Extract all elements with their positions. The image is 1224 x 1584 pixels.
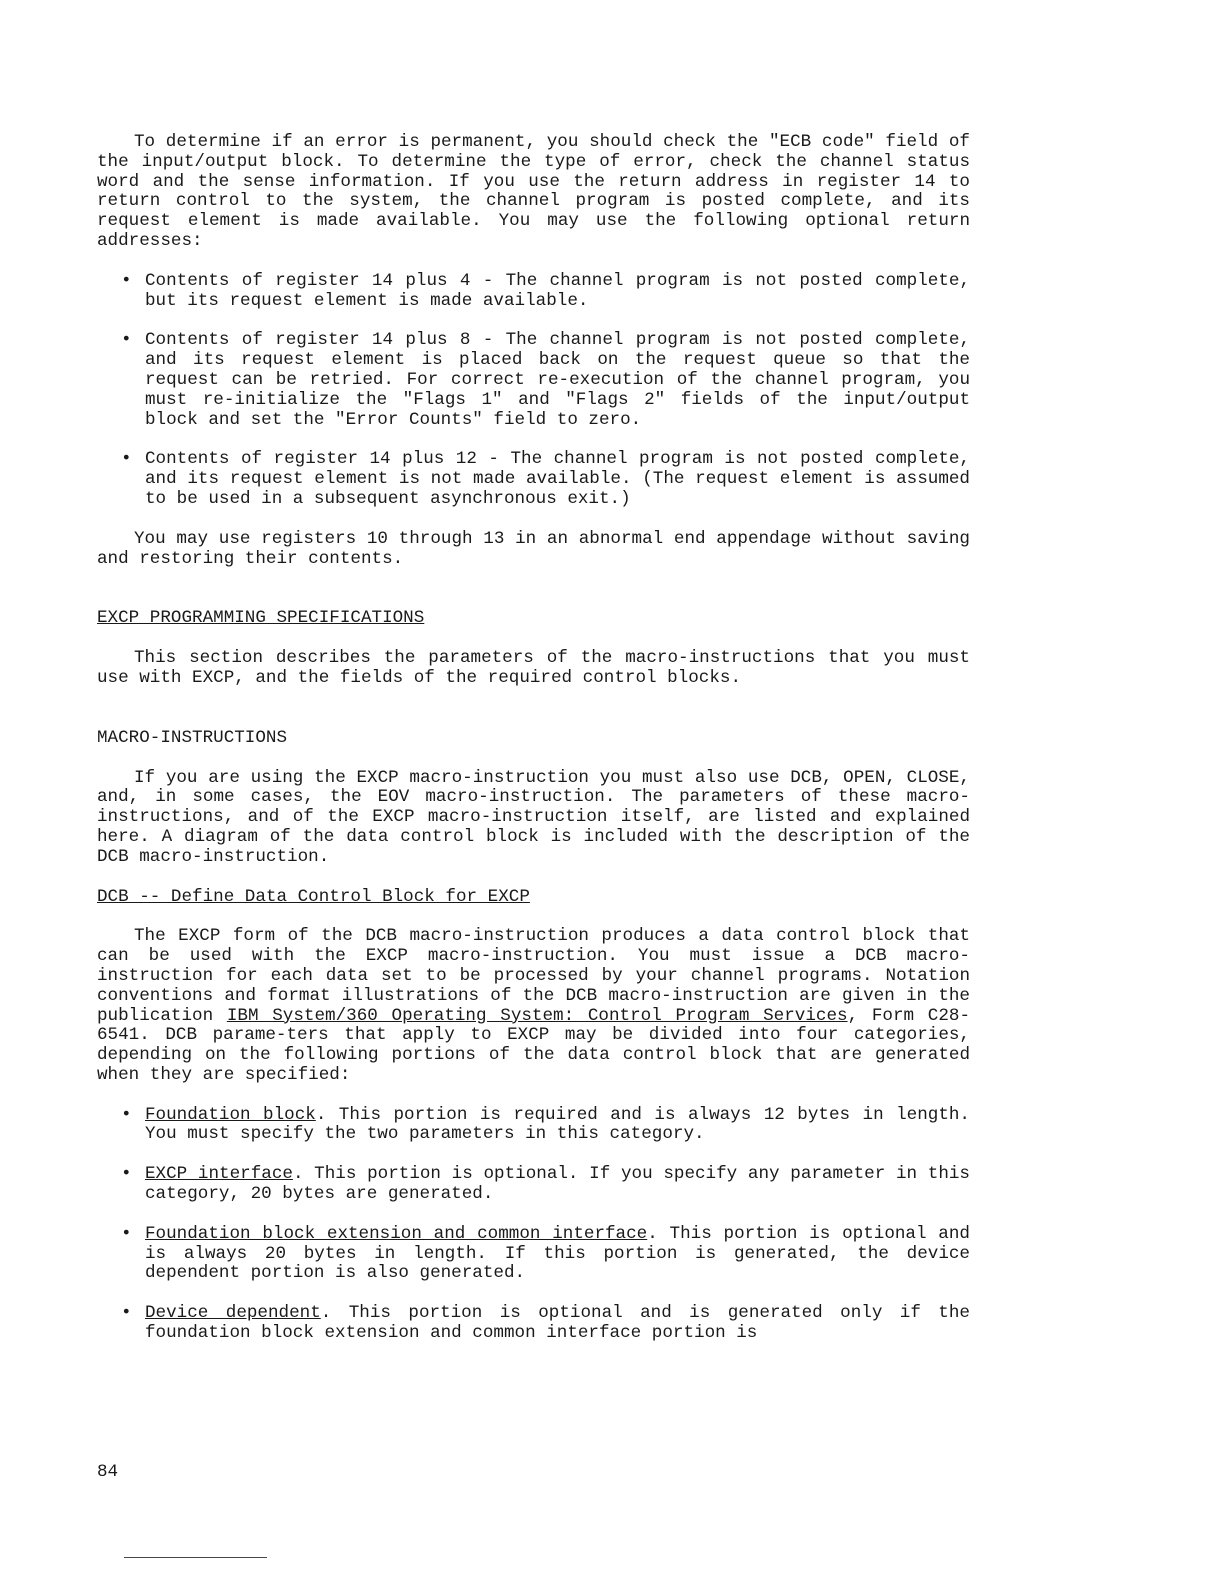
bullet-icon: • bbox=[121, 330, 132, 351]
list-item: • Device dependent. This portion is optional and is generated only if the foundation block extension and common interface portion is bbox=[121, 1303, 970, 1344]
list-item: • EXCP interface. This portion is optional. If you specify any parameter in this category, 20 bytes are generated. bbox=[121, 1164, 970, 1205]
page-body bbox=[97, 133, 970, 1364]
excp-spec-paragraph: This section describes the parameters of the macro-instructions that you must use with EXCP, and the fields of the required control blocks. bbox=[97, 648, 970, 688]
bullet-icon: • bbox=[121, 270, 132, 291]
section-heading-macro-instructions: MACRO-INSTRUCTIONS bbox=[97, 727, 288, 748]
list-item: • Contents of register 14 plus 4 - The channel program is not posted complete, but its request element is made available. bbox=[121, 270, 970, 311]
dcb-paragraph: The EXCP form of the DCB macro-instruction produces a data control block that can be used with the EXCP macro-instruction. You must issue a DCB macro-instruction for each data set to be processed by your channel programs. Notation conventions and format illustrations of the DCB macro-instruction are given in the publication IBM System/360 Operating System: Control Program Services, Form C28-6541. DCB parame-ters that apply to EXCP may be divided into four categories, depending on the following portions of the data control block that are generated when they are specified: bbox=[97, 926, 970, 1085]
term-foundation-block: Foundation block bbox=[145, 1104, 316, 1125]
page-number: 84 bbox=[97, 1462, 119, 1482]
section-heading-excp-programming: EXCP PROGRAMMING SPECIFICATIONS bbox=[97, 608, 425, 629]
dcb-portions-list bbox=[97, 1106, 970, 1344]
macro-paragraph: If you are using the EXCP macro-instruction you must also use DCB, OPEN, CLOSE, and, in some cases, the EOV macro-instruction. The parameters of these macro-instructions, and of the EXCP macro-instruction itself, are listed and explained here. A diagram of the data control block is included with the description of the DCB macro-instruction. bbox=[97, 767, 970, 867]
registers-paragraph: You may use registers 10 through 13 in an abnormal end appendage without saving and restoring their contents. bbox=[97, 528, 970, 569]
bullet-icon: • bbox=[121, 1164, 132, 1185]
footnote-divider bbox=[124, 1557, 267, 1558]
publication-title: IBM System/360 Operating System: Control Program Services bbox=[226, 1005, 848, 1026]
term-excp-interface: EXCP interface bbox=[145, 1164, 293, 1185]
term-device-dependent: Device dependent bbox=[145, 1303, 321, 1324]
bullet-icon: • bbox=[121, 449, 132, 470]
section-heading-dcb: DCB -- Define Data Control Block for EXCP bbox=[97, 886, 530, 907]
bullet-icon: • bbox=[121, 1104, 132, 1125]
list-item: • Foundation block. This portion is required and is always 12 bytes in length. You must specify the two parameters in this category. bbox=[121, 1104, 970, 1145]
list-item: • Contents of register 14 plus 12 - The channel program is not posted complete, and its request element is not made available. (The request element is assumed to be used in a subsequent asynchronous exit.) bbox=[121, 449, 970, 509]
list-item: • Foundation block extension and common interface. This portion is optional and is always 20 bytes in length. If this portion is generated, the device dependent portion is also generated. bbox=[121, 1223, 970, 1284]
bullet-icon: • bbox=[121, 1303, 132, 1324]
list-item: • Contents of register 14 plus 8 - The channel program is not posted complete, and its request element is placed back on the request queue so that the request can be retried. For correct re-execution of the channel program, you must re-initialize the "Flags 1" and "Flags 2" fields of the input/output block and set the "Error Counts" field to zero. bbox=[121, 330, 970, 430]
bullet-icon: • bbox=[121, 1223, 132, 1244]
term-foundation-extension: Foundation block extension and common interface bbox=[145, 1223, 648, 1244]
return-address-list bbox=[97, 272, 970, 510]
intro-paragraph: To determine if an error is permanent, you should check the "ECB code" field of the input/output block. To determine the type of error, check the channel status word and the sense information. If you use the return address in register 14 to return control to the system, the channel program is posted complete, and its request element is made available. You may use the following optional return addresses: bbox=[97, 132, 970, 251]
